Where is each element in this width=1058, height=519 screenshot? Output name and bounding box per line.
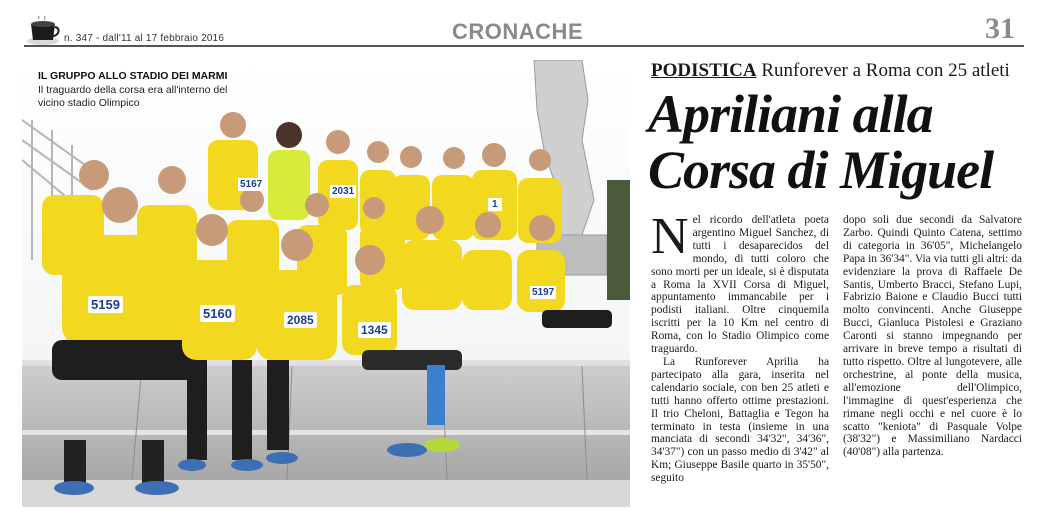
paragraph-text: el ricordo dell'atleta poeta argentino Miguel Sanchez, di tutti i desaparecidos del mondo, di tutti coloro che sono morti per un ideale, si è disputata a Roma la XVII Corsa di Miguel, appuntamento immancabile per i podisti italiani. Oltre cinquemila iscritti per la 10 Km nel centro di Roma, con lo Stadio Olimpico come traguardo. [651,214,829,356]
group-photo [22,60,630,507]
bib-number: 5159 [88,296,123,313]
headline-line-1: Apriliani alla [648,84,933,144]
bib-number: 5167 [240,179,263,190]
headline-line-2: Corsa di Miguel [648,140,994,200]
photo-caption-title: IL GRUPPO ALLO STADIO DEI MARMI [38,70,228,82]
article-headline [648,86,1038,198]
kicker-label: PODISTICA [651,60,757,81]
bib-number: 5160 [200,305,235,322]
article-paragraph: dopo soli due secondi da Salvatore Zarbo. Quindi Quinto Catena, settimo di categoria in 36'05", Michelangelo Papa in 36'34". Via via tutti gli altri: da evidenziare la prova di Raffaele De Santis, Umberto Bracci, Stefano Lupi, Fabrizio Baione e Claudio Bucci tutti molto convincenti. Anche Giuseppe Bucci, Gianluca Pistolesi e Graziano Caronti si stanno impegnando per arrivare in breve tempo a risultati di tutto rispetto. Oltre al lungotevere, alle orchestrine, al ponte della musica, all'emozione dell'Olimpico, l'immagine di quest'esperienza che rimane negli occhi e nel cuore è lo scatto "keniota" di Pasquale Volpe (38'32") e Massimiliano Nardacci (40'08") alla partenza. [843,214,1022,459]
bib-number: 2085 [284,312,317,328]
page-number: 31 [985,12,1015,45]
article-column-1 [651,208,829,485]
article-paragraph [651,208,829,356]
section-title: CRONACHE [452,19,584,44]
photo-caption-text: Il traguardo della corsa era all'interno del vicino stadio Olimpico [38,84,228,109]
newspaper-logo-icon [26,16,60,46]
article-paragraph: La Runforever Aprilia ha partecipato alla gara, inserita nel calendario sociale, con ben 25 atleti e tutti hanno offerto ottime prestazioni. Il trio Cheloni, Battaglia e Tegon ha terminato in testa (insieme in una manciata di secondi 34'32", 34'36", 34'37") con un passo medio di 3'42" al Km; Giuseppe Basile quarto in 35'50", seguito [651,355,829,485]
article-column-2 [843,214,1022,459]
kicker-text: Runforever a Roma con 25 atleti [761,60,1010,81]
issue-line: n. 347 - dall'11 al 17 febbraio 2016 [64,33,225,44]
bib-number: 1 [488,198,502,211]
bib-number: 5197 [532,287,555,298]
header-rule [24,45,1024,47]
bib-number: 2031 [332,186,355,197]
bib-number: 1345 [358,322,391,338]
article-kicker [651,60,1010,82]
drop-cap: N [651,208,689,265]
